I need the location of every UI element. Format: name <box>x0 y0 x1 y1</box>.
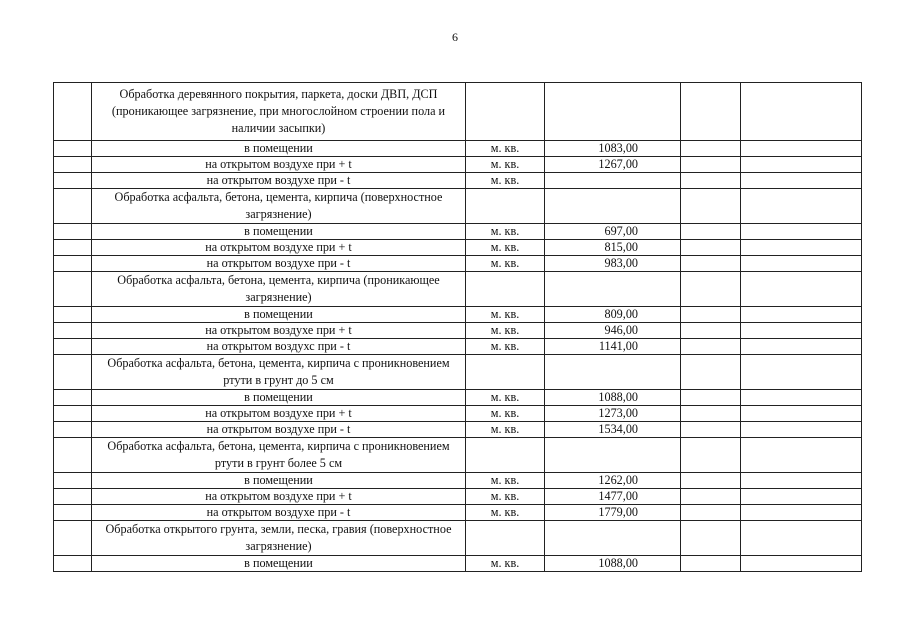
work-name-cell: на открытом воздухе при + t <box>92 157 466 173</box>
price-cell: 809,00 <box>545 307 681 323</box>
work-name-cell: на открытом воздухе при + t <box>92 240 466 256</box>
empty-cell <box>681 323 741 339</box>
table-row <box>54 173 862 189</box>
unit-cell: м. кв. <box>466 224 545 240</box>
work-name-cell: на открытом воздухе при + t <box>92 406 466 422</box>
work-name-cell: в помещении <box>92 224 466 240</box>
row-number-cell <box>54 489 92 505</box>
empty-cell <box>681 505 741 521</box>
empty-cell <box>681 307 741 323</box>
table-row <box>54 323 862 339</box>
empty-cell <box>741 272 862 307</box>
table-section-row <box>54 438 862 473</box>
unit-cell <box>466 272 545 307</box>
table-row <box>54 157 862 173</box>
row-number-cell <box>54 339 92 355</box>
table-row <box>54 390 862 406</box>
work-name-cell: на открытом воздухе при - t <box>92 422 466 438</box>
empty-cell <box>741 406 862 422</box>
price-cell: 946,00 <box>545 323 681 339</box>
row-number-cell <box>54 83 92 141</box>
unit-cell: м. кв. <box>466 323 545 339</box>
empty-cell <box>681 355 741 390</box>
price-cell: 1267,00 <box>545 157 681 173</box>
unit-cell: м. кв. <box>466 173 545 189</box>
price-cell <box>545 272 681 307</box>
price-cell: 1779,00 <box>545 505 681 521</box>
table-row <box>54 307 862 323</box>
table-row <box>54 505 862 521</box>
empty-cell <box>681 489 741 505</box>
row-number-cell <box>54 141 92 157</box>
row-number-cell <box>54 157 92 173</box>
unit-cell <box>466 83 545 141</box>
unit-cell: м. кв. <box>466 390 545 406</box>
empty-cell <box>741 489 862 505</box>
row-number-cell <box>54 422 92 438</box>
price-cell: 1083,00 <box>545 141 681 157</box>
unit-cell: м. кв. <box>466 406 545 422</box>
work-name-cell: в помещении <box>92 307 466 323</box>
empty-cell <box>741 224 862 240</box>
empty-cell <box>741 173 862 189</box>
work-name-cell: в помещении <box>92 473 466 489</box>
row-number-cell <box>54 521 92 556</box>
price-cell: 815,00 <box>545 240 681 256</box>
row-number-cell <box>54 505 92 521</box>
empty-cell <box>681 83 741 141</box>
empty-cell <box>741 256 862 272</box>
empty-cell <box>741 189 862 224</box>
price-cell: 1088,00 <box>545 556 681 572</box>
empty-cell <box>681 189 741 224</box>
empty-cell <box>741 438 862 473</box>
price-cell: 1477,00 <box>545 489 681 505</box>
empty-cell <box>741 141 862 157</box>
empty-cell <box>681 473 741 489</box>
price-cell: 1262,00 <box>545 473 681 489</box>
empty-cell <box>681 339 741 355</box>
price-cell: 697,00 <box>545 224 681 240</box>
work-name-cell: на открытом воздухе при + t <box>92 489 466 505</box>
price-cell: 1273,00 <box>545 406 681 422</box>
work-name-cell: Обработка открытого грунта, земли, песка, гравия (поверхностное загрязнение) <box>92 521 466 556</box>
empty-cell <box>741 390 862 406</box>
table-row <box>54 141 862 157</box>
empty-cell <box>681 521 741 556</box>
empty-cell <box>681 422 741 438</box>
price-cell <box>545 355 681 390</box>
price-cell: 983,00 <box>545 256 681 272</box>
table-section-row <box>54 83 862 141</box>
empty-cell <box>681 240 741 256</box>
unit-cell: м. кв. <box>466 422 545 438</box>
table-row <box>54 339 862 355</box>
empty-cell <box>681 173 741 189</box>
empty-cell <box>741 556 862 572</box>
price-cell <box>545 438 681 473</box>
unit-cell: м. кв. <box>466 157 545 173</box>
empty-cell <box>741 422 862 438</box>
work-name-cell: Обработка асфальта, бетона, цемента, кирпича (поверхностное загрязнение) <box>92 189 466 224</box>
unit-cell: м. кв. <box>466 339 545 355</box>
unit-cell: м. кв. <box>466 307 545 323</box>
empty-cell <box>741 521 862 556</box>
empty-cell <box>741 355 862 390</box>
work-name-cell: на открытом воздухс при - t <box>92 339 466 355</box>
table-row <box>54 406 862 422</box>
table-row <box>54 556 862 572</box>
unit-cell <box>466 355 545 390</box>
work-name-cell: на открытом воздухе при - t <box>92 173 466 189</box>
empty-cell <box>681 438 741 473</box>
unit-cell <box>466 521 545 556</box>
empty-cell <box>741 83 862 141</box>
work-name-cell: Обработка асфальта, бетона, цемента, кирпича (проникающее загрязнение) <box>92 272 466 307</box>
row-number-cell <box>54 272 92 307</box>
unit-cell <box>466 189 545 224</box>
empty-cell <box>681 406 741 422</box>
empty-cell <box>681 157 741 173</box>
work-name-cell: в помещении <box>92 141 466 157</box>
price-cell: 1534,00 <box>545 422 681 438</box>
table-row <box>54 224 862 240</box>
row-number-cell <box>54 307 92 323</box>
empty-cell <box>681 256 741 272</box>
row-number-cell <box>54 256 92 272</box>
empty-cell <box>741 339 862 355</box>
row-number-cell <box>54 473 92 489</box>
table-row <box>54 489 862 505</box>
unit-cell: м. кв. <box>466 256 545 272</box>
work-name-cell: Обработка деревянного покрытия, паркета, доски ДВП, ДСП (проникающее загрязнение, при многослойном строении пола и наличии засыпки) <box>92 83 466 141</box>
row-number-cell <box>54 240 92 256</box>
unit-cell: м. кв. <box>466 505 545 521</box>
price-cell <box>545 83 681 141</box>
row-number-cell <box>54 323 92 339</box>
price-cell <box>545 173 681 189</box>
price-cell: 1088,00 <box>545 390 681 406</box>
table-row <box>54 240 862 256</box>
unit-cell: м. кв. <box>466 556 545 572</box>
unit-cell: м. кв. <box>466 240 545 256</box>
empty-cell <box>741 473 862 489</box>
work-name-cell: на открытом воздухе при - t <box>92 505 466 521</box>
work-name-cell: Обработка асфальта, бетона, цемента, кирпича с проникновением ртути в грунт более 5 см <box>92 438 466 473</box>
table-section-row <box>54 189 862 224</box>
work-name-cell: Обработка асфальта, бетона, цемента, кирпича с проникновением ртути в грунт до 5 см <box>92 355 466 390</box>
work-name-cell: на открытом воздухе при + t <box>92 323 466 339</box>
empty-cell <box>681 141 741 157</box>
unit-cell: м. кв. <box>466 141 545 157</box>
row-number-cell <box>54 189 92 224</box>
empty-cell <box>681 272 741 307</box>
price-cell <box>545 521 681 556</box>
row-number-cell <box>54 355 92 390</box>
row-number-cell <box>54 406 92 422</box>
row-number-cell <box>54 438 92 473</box>
work-name-cell: в помещении <box>92 390 466 406</box>
work-name-cell: на открытом воздухе при - t <box>92 256 466 272</box>
price-table <box>53 82 862 572</box>
price-cell: 1141,00 <box>545 339 681 355</box>
page-number: 6 <box>452 30 458 44</box>
table-section-row <box>54 521 862 556</box>
table-section-row <box>54 355 862 390</box>
row-number-cell <box>54 390 92 406</box>
empty-cell <box>741 307 862 323</box>
empty-cell <box>741 505 862 521</box>
unit-cell <box>466 438 545 473</box>
empty-cell <box>741 157 862 173</box>
table-row <box>54 256 862 272</box>
table-section-row <box>54 272 862 307</box>
table-row <box>54 422 862 438</box>
empty-cell <box>681 390 741 406</box>
table-body <box>54 83 862 572</box>
row-number-cell <box>54 224 92 240</box>
row-number-cell <box>54 173 92 189</box>
empty-cell <box>741 323 862 339</box>
table-row <box>54 473 862 489</box>
price-cell <box>545 189 681 224</box>
unit-cell: м. кв. <box>466 489 545 505</box>
empty-cell <box>741 240 862 256</box>
work-name-cell: в помещении <box>92 556 466 572</box>
empty-cell <box>681 556 741 572</box>
row-number-cell <box>54 556 92 572</box>
empty-cell <box>681 224 741 240</box>
unit-cell: м. кв. <box>466 473 545 489</box>
